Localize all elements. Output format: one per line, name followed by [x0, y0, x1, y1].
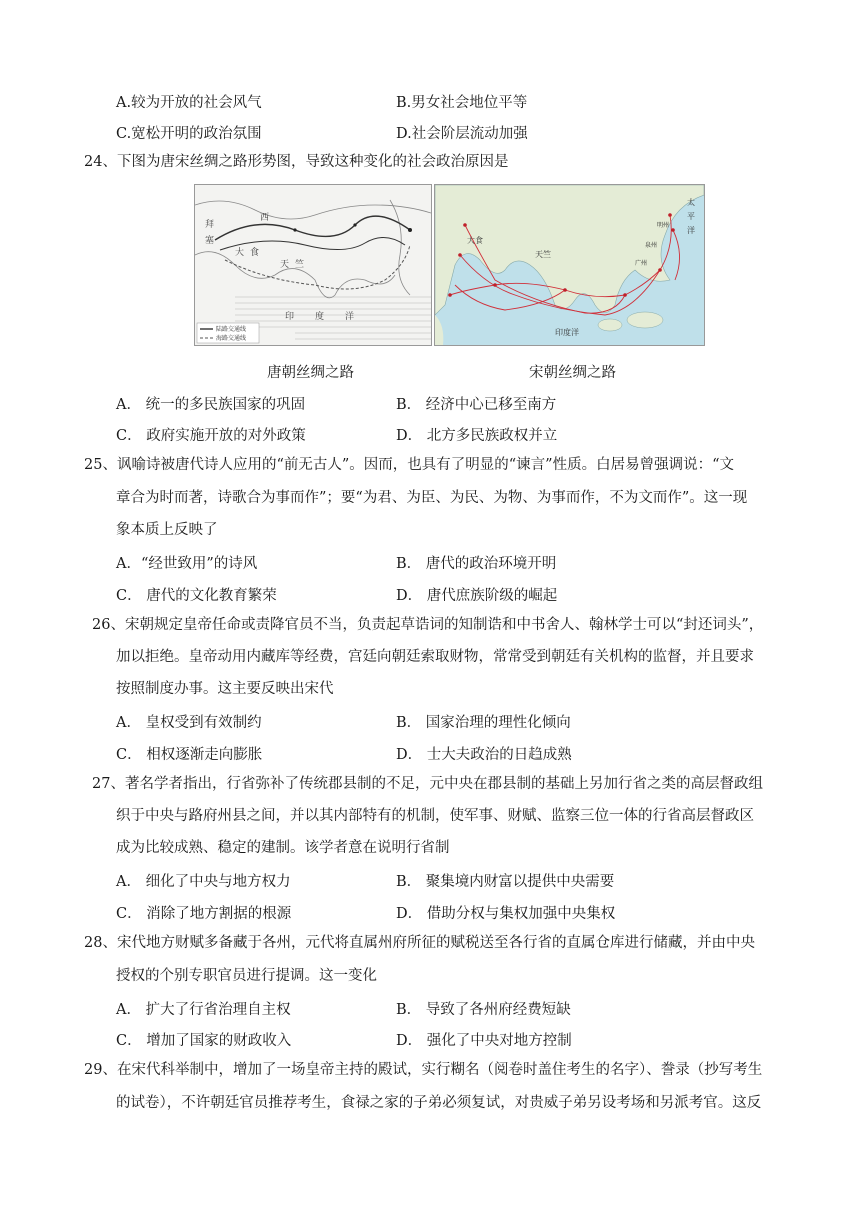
q24-option-b[interactable]: B． 经济中心已移至南方: [396, 397, 557, 413]
q25-option-c[interactable]: C． 唐代的文化教育繁荣: [116, 588, 277, 604]
song-label-tianzhu: 天竺: [535, 250, 551, 259]
q26-options-row-2: [116, 743, 816, 767]
q25-options-row-2: [116, 584, 816, 608]
tang-label-xi: 西: [260, 213, 270, 223]
tang-silk-road-map: [194, 184, 432, 346]
song-label-indian-ocean: 印度洋: [555, 328, 579, 337]
q25-stem-line-1: 25、讽喻诗被唐代诗人应用的“前无古人”。因而，也具有了明显的“谏言”性质。白居易曾强调说：“文: [84, 457, 735, 473]
q28-stem-line-2: 授权的个别专职官员进行提调。这一变化: [116, 968, 377, 984]
song-map-graphic: [435, 185, 704, 345]
q27-options-row-1: [116, 870, 816, 894]
q27-option-d[interactable]: D． 借助分权与集权加强中央集权: [396, 906, 616, 922]
q25-option-b[interactable]: B． 唐代的政治环境开明: [396, 556, 557, 572]
song-silk-road-map: [434, 184, 705, 346]
q28-option-d[interactable]: D． 强化了中央对地方控制: [396, 1033, 572, 1049]
q26-option-b[interactable]: B． 国家治理的理性化倾向: [396, 715, 571, 731]
q24-option-a[interactable]: A． 统一的多民族国家的巩固: [116, 397, 306, 413]
q27-option-c[interactable]: C． 消除了地方割据的根源: [116, 906, 292, 922]
tang-label-shi: 食: [250, 248, 260, 258]
q25-stem-line-3: 象本质上反映了: [116, 522, 218, 538]
tang-map-graphic: [195, 185, 431, 345]
song-label-guangzhou: 广州: [635, 260, 648, 267]
q27-option-b[interactable]: B． 聚集境内财富以提供中央需要: [396, 874, 615, 890]
q23-options-row-2: [116, 122, 816, 146]
q23-option-c[interactable]: C.宽松开明的政治氛围: [116, 126, 262, 142]
q25-option-a[interactable]: A．“经世致用”的诗风: [116, 556, 258, 572]
q24-options-row-2: [116, 424, 816, 448]
q29-stem-line-2: 的试卷），不许朝廷官员推荐考生，食禄之家的子弟必须复试，对贵威子弟另设考场和另派考官。这反: [116, 1095, 762, 1111]
song-label-mingzhou: 明州: [657, 222, 670, 229]
tang-label-zhu: 竺: [295, 260, 305, 270]
q24-option-c[interactable]: C． 政府实施开放的对外政策: [116, 428, 306, 444]
q26-option-d[interactable]: D． 士大夫政治的日趋成熟: [396, 747, 572, 763]
song-label-ping: 平: [687, 212, 695, 221]
q26-options-row-1: [116, 711, 816, 735]
song-label-dashi: 大食: [467, 236, 483, 245]
q28-option-b[interactable]: B． 导致了各州府经费短缺: [396, 1002, 571, 1018]
q29-stem-line-1: 29、在宋代科举制中，增加了一场皇帝主持的殿试，实行糊名（阅卷时盖住考生的名字）、誊录（抄写考生: [84, 1062, 763, 1078]
q24-options-row-1: [116, 393, 816, 417]
q26-option-c[interactable]: C． 相权逐渐走向膨胀: [116, 747, 263, 763]
q28-option-a[interactable]: A． 扩大了行省治理自主权: [116, 1002, 291, 1018]
q23-option-d[interactable]: D.社会阶层流动加强: [396, 126, 528, 142]
q23-option-b[interactable]: B.男女社会地位平等: [396, 95, 528, 111]
q27-option-a[interactable]: A． 细化了中央与地方权力: [116, 874, 291, 890]
song-label-tai: 太: [687, 198, 695, 207]
q23-option-a[interactable]: A.较为开放的社会风气: [116, 95, 262, 111]
q28-options-row-1: [116, 998, 816, 1022]
tang-map-caption: 唐朝丝绸之路: [267, 365, 354, 381]
q24-option-d[interactable]: D． 北方多民族政权并立: [396, 428, 558, 444]
tang-label-yin: 印: [285, 312, 295, 322]
tang-label-du: 度: [315, 312, 325, 322]
q28-options-row-2: [116, 1029, 816, 1053]
q27-stem-line-3: 成为比较成熟、稳定的建制。该学者意在说明行省制: [116, 840, 450, 856]
q26-stem-line-2: 加以拒绝。皇帝动用内藏库等经费，宫廷向朝廷索取财物，常常受到朝廷有关机构的监督，并且要求: [116, 649, 754, 665]
q28-stem-line-1: 28、宋代地方财赋多备藏于各州，元代将直属州府所征的赋税送至各行省的直属仓库进行储藏，并由中央: [84, 935, 755, 951]
song-label-quanzhou: 泉州: [645, 242, 658, 249]
tang-legend-land: 陆路交通线: [216, 326, 247, 333]
q24-stem: 24、下图为唐宋丝绸之路形势图，导致这种变化的社会政治原因是: [84, 154, 509, 170]
tang-label-bai: 拜: [205, 220, 215, 230]
q25-option-d[interactable]: D． 唐代庶族阶级的崛起: [396, 588, 558, 604]
q26-stem-line-1: 26、宋朝规定皇帝任命或责降官员不当，负责起草诰词的知制诰和中书舍人、翰林学士可以“封还词头”，: [92, 617, 764, 633]
q25-options-row-1: [116, 552, 816, 576]
tang-label-da: 大: [235, 248, 245, 258]
q27-stem-line-2: 织于中央与路府州县之间，并以其内部特有的机制，使军事、财赋、监察三位一体的行省高层督政区: [116, 808, 754, 824]
q25-stem-line-2: 章合为时而著，诗歌合为事而作”；要“为君、为臣、为民、为物、为事而作，不为文而作”。这一现: [116, 490, 748, 506]
q26-option-a[interactable]: A． 皇权受到有效制约: [116, 715, 262, 731]
tang-label-sai: 塞: [205, 236, 215, 246]
q23-options-row-1: [116, 91, 816, 115]
q28-option-c[interactable]: C． 增加了国家的财政收入: [116, 1033, 292, 1049]
q26-stem-line-3: 按照制度办事。这主要反映出宋代: [116, 681, 334, 697]
song-map-caption: 宋朝丝绸之路: [529, 365, 616, 381]
tang-legend-sea: 海路交通线: [216, 335, 247, 342]
song-label-yang: 洋: [687, 226, 695, 235]
tang-label-tian: 天: [280, 260, 290, 270]
q27-stem-line-1: 27、著名学者指出，行省弥补了传统郡县制的不足，元中央在郡县制的基础上另加行省之类的高层督政组: [92, 776, 763, 792]
q27-options-row-2: [116, 902, 816, 926]
tang-label-yang: 洋: [345, 312, 355, 322]
